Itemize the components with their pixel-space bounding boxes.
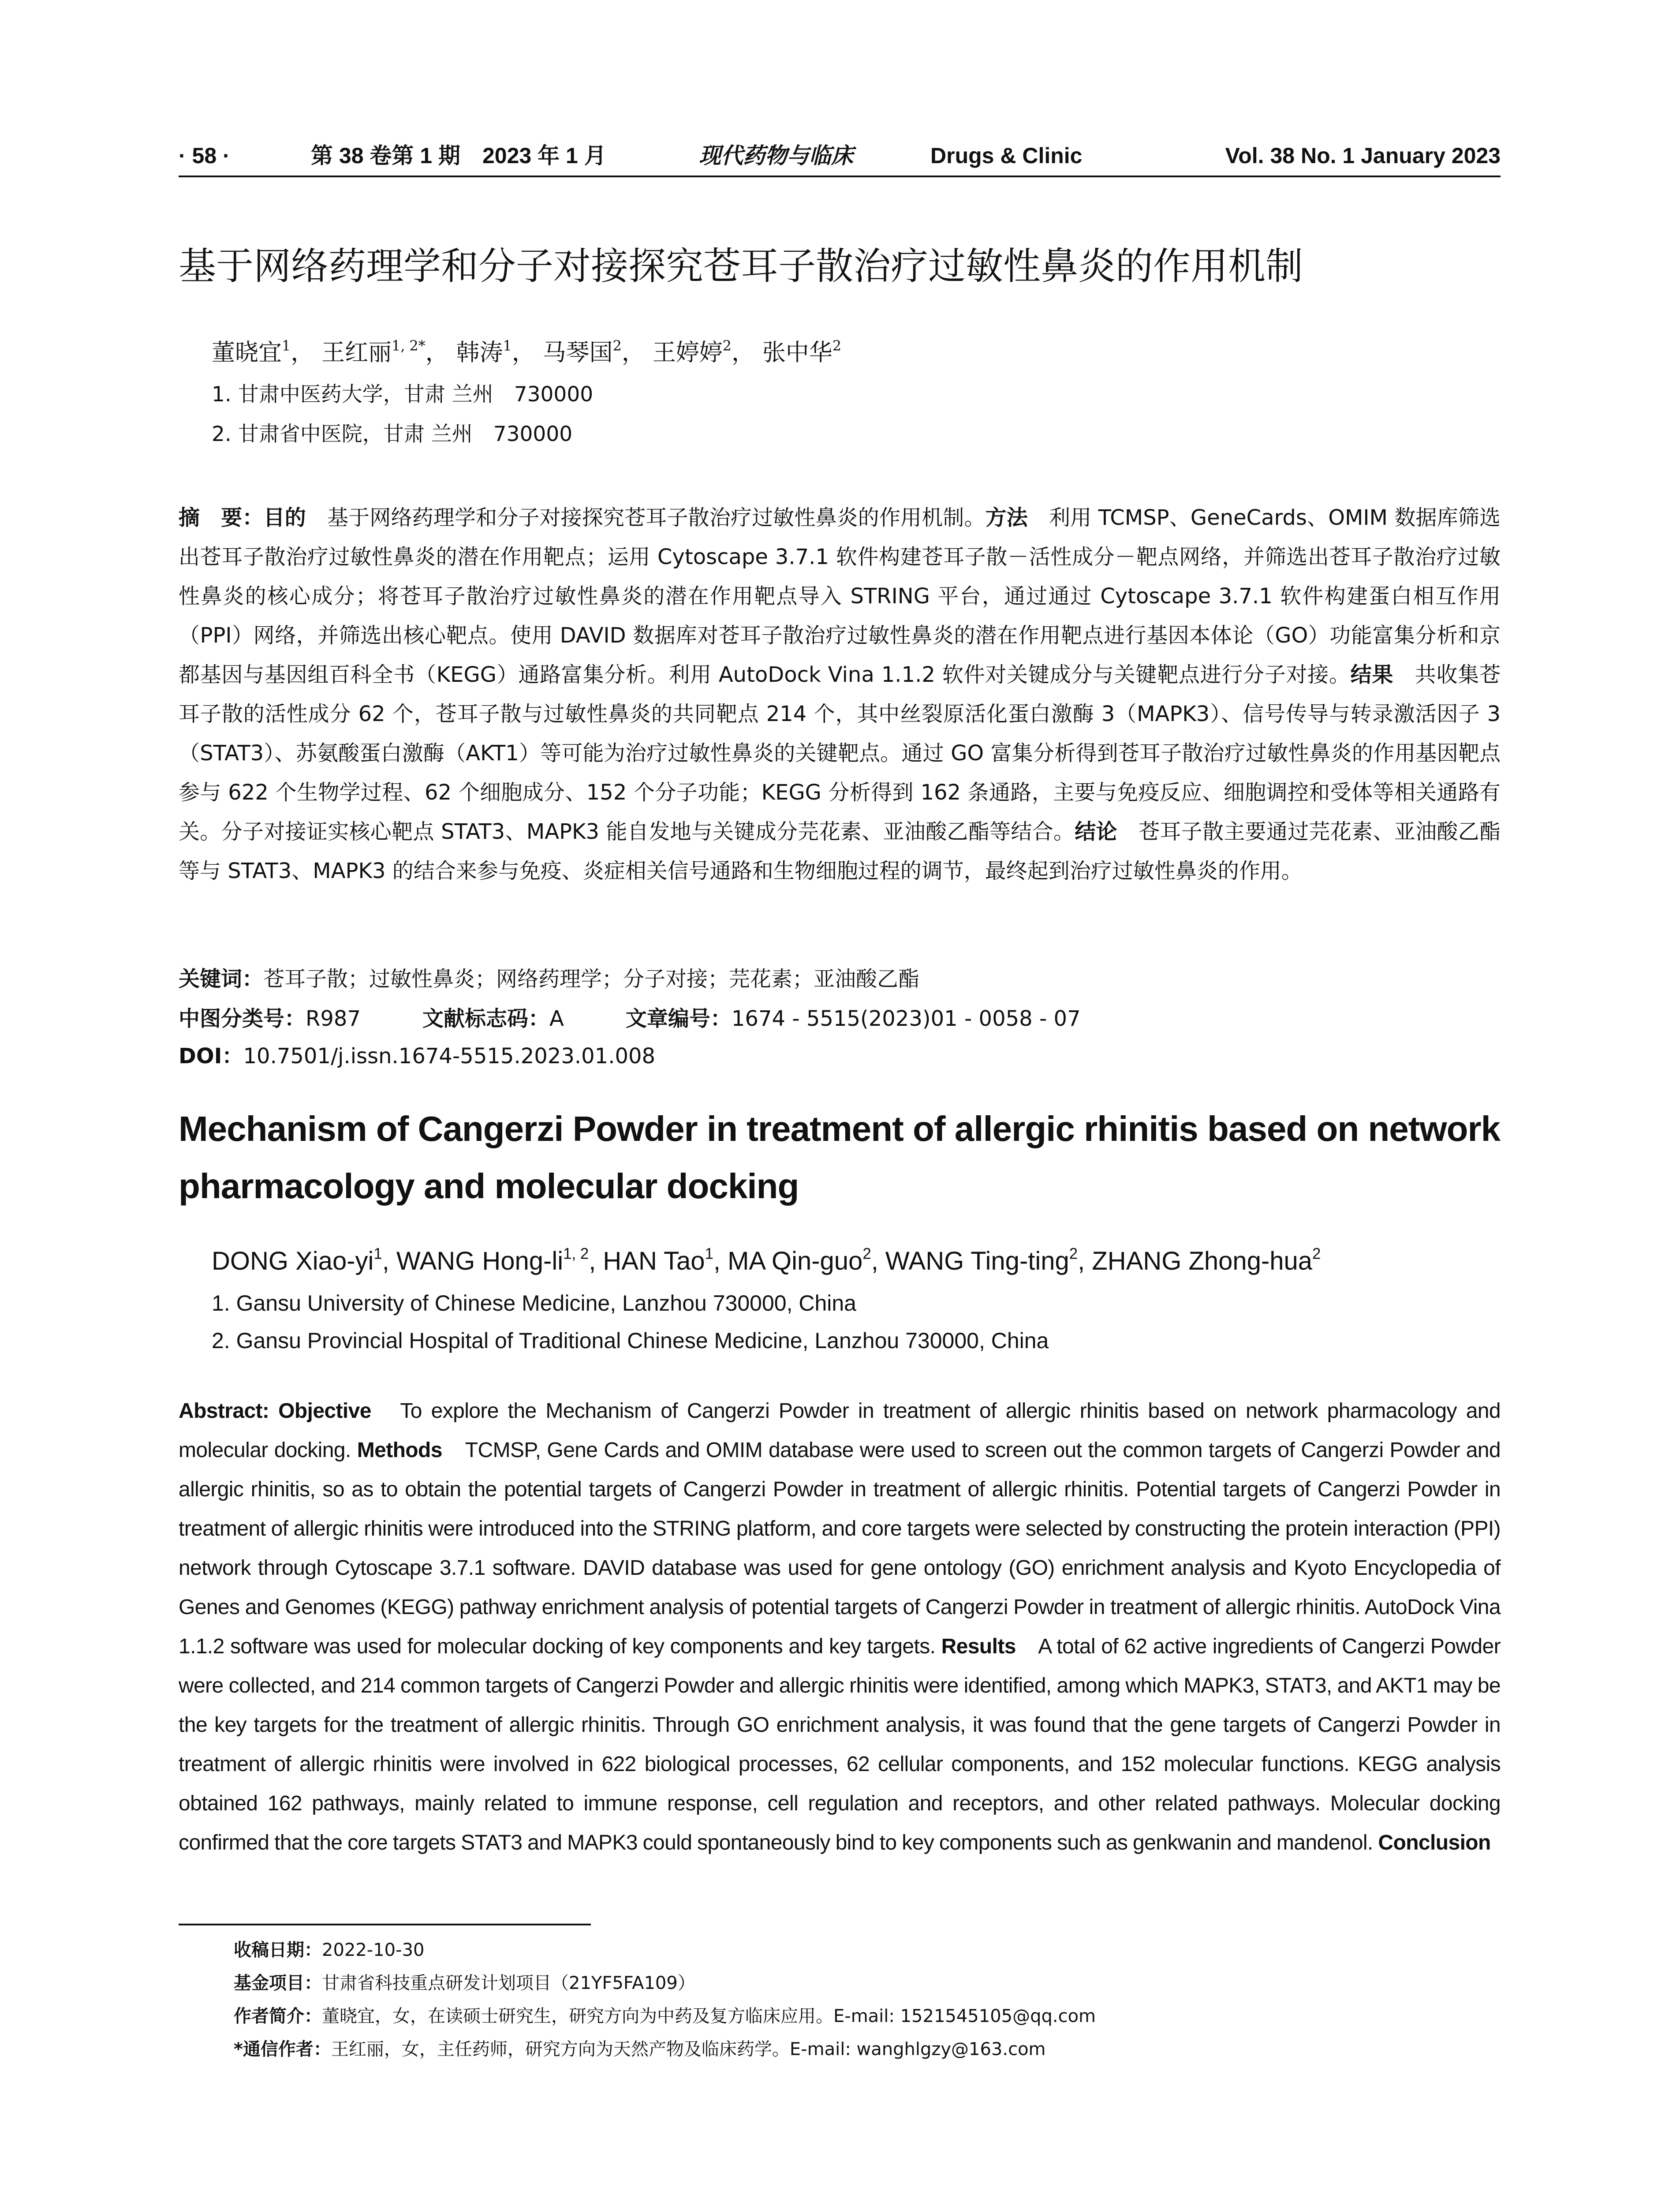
author-affiliation-mark: 2 (1069, 1245, 1078, 1263)
footnote-value: 2022-10-30 (322, 1940, 425, 1960)
classification-line (179, 1001, 1081, 1036)
author-list-cn (212, 335, 841, 370)
author-separator: ， (425, 339, 449, 366)
author-cn (212, 339, 314, 366)
objective-text-cn: 基于网络药理学和分子对接探究苍耳子散治疗过敏性鼻炎的作用机制。 (306, 505, 986, 530)
author-en (728, 1247, 885, 1275)
author-name: 王红丽 (321, 339, 392, 366)
author-separator: ， (511, 339, 535, 366)
author-name: DONG Xiao-yi (212, 1247, 374, 1275)
results-label-en: Results (941, 1635, 1016, 1658)
author-name: 韩涛 (456, 339, 503, 366)
article-number-value: 1674 - 5515(2023)01 - 0058 - 07 (731, 1006, 1081, 1031)
author-name: 王婷婷 (652, 339, 723, 366)
author-list-en (212, 1244, 1321, 1279)
author-name: WANG Ting-ting (885, 1247, 1069, 1275)
affiliation-en: 2. Gansu Provincial Hospital of Traditional Chinese Medicine, Lanzhou 730000, China (212, 1328, 1049, 1353)
doc-code-value: A (549, 1006, 564, 1031)
author-affiliation-mark: 1, 2 (563, 1245, 589, 1263)
author-affiliation-mark: 2 (722, 337, 732, 354)
abstract-cn (179, 498, 1501, 891)
clc-value: R987 (306, 1006, 361, 1031)
author-name: HAN Tao (603, 1247, 705, 1275)
methods-label-en: Methods (357, 1439, 442, 1462)
footnote-label: 作者简介： (234, 2006, 322, 2026)
abstract-en (179, 1391, 1501, 1862)
doc-code-label: 文献标志码： (422, 1006, 549, 1031)
author-name: MA Qin-guo (728, 1247, 863, 1275)
keywords-value: 苍耳子散；过敏性鼻炎；网络药理学；分子对接；芫花素；亚油酸乙酯 (263, 967, 920, 991)
affiliation-en: 1. Gansu University of Chinese Medicine, Lanzhou 730000, China (212, 1291, 856, 1316)
author-separator: , (1078, 1247, 1092, 1275)
affiliation-cn: 2. 甘肃省中医院，甘肃 兰州 730000 (212, 422, 573, 446)
author-affiliation-mark: 2 (1312, 1245, 1321, 1263)
author-en (1092, 1247, 1321, 1275)
results-text-en: A total of 62 active ingredients of Cangerzi Powder were collected, and 214 common targets of Cangerzi Powder and allergic rhinitis were identified, among which MAPK3, STAT3, and AKT1 may be the key targets for the treatment of allergic rhinitis. Through GO enrichment analysis, it was found that the gene targets of Cangerzi Powder in treatment of allergic rhinitis were involved in 622 biological processes, 62 cellular components, and 152 molecular functions. KEGG analysis obtained 162 pathways, mainly related to immune response, cell regulation and receptors, and other related pathways. Molecular docking confirmed that the core targets STAT3 and MAPK3 could spontaneously bind to key components such as genkwanin and mandenol. (179, 1635, 1501, 1854)
author-name: 董晓宜 (212, 339, 282, 366)
affiliation-cn: 1. 甘肃中医药大学，甘肃 兰州 730000 (212, 382, 594, 407)
footnote-label: 收稿日期： (234, 1940, 322, 1960)
author-name: 马琴国 (542, 339, 613, 366)
author-affiliation-mark: 2 (832, 337, 842, 354)
objective-label-en: Objective (278, 1399, 371, 1423)
author-en (603, 1247, 728, 1275)
author-affiliation-mark: 1, 2* (392, 337, 426, 354)
objective-text-en: To explore the Mechanism of Cangerzi Powder in treatment of allergic rhinitis based on network pharmacology and molecular docking. (179, 1399, 1501, 1462)
results-label-cn: 结果 (1350, 662, 1394, 687)
author-separator: ， (731, 339, 755, 366)
footnote-divider (179, 1924, 591, 1925)
methods-text-cn: 利用 TCMSP、GeneCards、OMIM 数据库筛选出苍耳子散治疗过敏性鼻炎的潜在作用靶点；运用 Cytoscape 3.7.1 软件构建苍耳子散－活性成分－靶点网络，并筛选出苍耳子散治疗过敏性鼻炎的核心成分；将苍耳子散治疗过敏性鼻炎的潜在作用靶点导入 STRING 平台，通过通过 Cytoscape 3.7.1 软件构建蛋白相互作用（PPI）网络，并筛选出核心靶点。使用 DAVID 数据库对苍耳子散治疗过敏性鼻炎的潜在作用靶点进行基因本体论（GO）功能富集分析和京都基因与基因组百科全书（KEGG）通路富集分析。利用 AutoDock Vina 1.1.2 软件对关键成分与关键靶点进行分子对接。 (179, 505, 1501, 687)
author-name: ZHANG Zhong-hua (1092, 1247, 1313, 1275)
footnote-value: 董晓宜，女，在读硕士研究生，研究方向为中药及复方临床应用。E-mail: 1521545105@qq.com (322, 2006, 1096, 2026)
doi-link[interactable]: 10.7501/j.issn.1674-5515.2023.01.008 (243, 1044, 656, 1069)
author-cn (456, 339, 535, 366)
keywords-cn (179, 961, 919, 997)
abstract-label-cn: 摘 要： (179, 505, 264, 530)
author-cn (653, 339, 755, 366)
author-separator: , (382, 1247, 396, 1275)
conclusion-text-cn: 苍耳子散主要通过芫花素、亚油酸乙酯等与 STAT3、MAPK3 的结合来参与免疫、炎症相关信号通路和生物细胞过程的调节，最终起到治疗过敏性鼻炎的作用。 (179, 819, 1501, 883)
keywords-label: 关键词： (179, 967, 264, 991)
author-affiliation-mark: 2 (862, 1245, 871, 1263)
author-separator: , (871, 1247, 885, 1275)
article-title-cn: 基于网络药理学和分子对接探究苍耳子散治疗过敏性鼻炎的作用机制 (179, 245, 1303, 288)
running-header (179, 140, 1501, 177)
objective-label-cn: 目的 (263, 505, 306, 530)
doi-label: DOI： (179, 1044, 243, 1069)
methods-label-cn: 方法 (985, 505, 1028, 530)
footnote-author-bio (234, 2003, 1096, 2029)
author-affiliation-mark: 2 (612, 337, 622, 354)
author-affiliation-mark: 1 (373, 1245, 382, 1263)
author-affiliation-mark: 1 (705, 1245, 713, 1263)
author-separator: , (589, 1247, 603, 1275)
author-separator: ， (291, 339, 314, 366)
journal-name-cn: 现代药物与临床 (699, 142, 853, 168)
author-separator: ， (621, 339, 645, 366)
doi-line (179, 1039, 655, 1074)
footnote-received-date (234, 1937, 424, 1963)
author-en (212, 1247, 396, 1275)
conclusion-label-en: Conclusion (1378, 1831, 1491, 1854)
volume-info-en: Vol. 38 No. 1 January 2023 (1225, 143, 1501, 168)
author-cn (543, 339, 645, 366)
footnote-funding (234, 1970, 695, 1996)
footnote-value: 甘肃省科技重点研发计划项目（21YF5FA109） (322, 1973, 695, 1993)
author-affiliation-mark: 1 (282, 337, 291, 354)
author-name: 张中华 (762, 339, 833, 366)
methods-text-en: TCMSP, Gene Cards and OMIM database were used to screen out the common targets of Cangerzi Powder and allergic rhinitis, so as to obtain the potential targets of Cangerzi Powder in treatment of allergic rhinitis. Potential targets of Cangerzi Powder in treatment of allergic rhinitis were introduced into the STRING platform, and core targets were selected by constructing the protein interaction (PPI) network through Cytoscape 3.7.1 software. DAVID database was used for gene ontology (GO) enrichment analysis and Kyoto Encyclopedia of Genes and Genomes (KEGG) pathway enrichment analysis of potential targets of Cangerzi Powder in treatment of allergic rhinitis. AutoDock Vina 1.1.2 software was used for molecular docking of key components and key targets. (179, 1439, 1501, 1658)
abstract-label-en: Abstract: (179, 1399, 269, 1423)
issue-info-cn: 第 38 卷第 1 期 2023 年 1 月 (311, 143, 606, 168)
author-affiliation-mark: 1 (503, 337, 512, 354)
author-name: WANG Hong-li (396, 1247, 564, 1275)
author-en (885, 1247, 1092, 1275)
footnote-corresponding-author (234, 2036, 1046, 2063)
author-separator: , (713, 1247, 728, 1275)
journal-name-en: Drugs & Clinic (930, 143, 1083, 168)
article-number-label: 文章编号： (625, 1006, 732, 1031)
article-title-en: Mechanism of Cangerzi Powder in treatment of allergic rhinitis based on network pharmacology and molecular docking (179, 1109, 1501, 1206)
author-cn (762, 339, 841, 366)
author-en (396, 1247, 603, 1275)
footnote-label: 基金项目： (234, 1973, 322, 1993)
author-cn (321, 339, 449, 366)
footnote-label: *通信作者： (234, 2039, 331, 2059)
clc-label: 中图分类号： (179, 1006, 306, 1031)
footnote-value: 王红丽，女，主任药师，研究方向为天然产物及临床药学。E-mail: wanghlgzy@163.com (331, 2039, 1046, 2059)
conclusion-label-cn: 结论 (1075, 819, 1117, 844)
page-number: · 58 · (179, 143, 230, 168)
results-text-cn: 共收集苍耳子散的活性成分 62 个，苍耳子散与过敏性鼻炎的共同靶点 214 个，其中丝裂原活化蛋白激酶 3（MAPK3）、信号传导与转录激活因子 3（STAT3）、苏氨酸蛋白激酶（AKT1）等可能为治疗过敏性鼻炎的关键靶点。通过 GO 富集分析得到苍耳子散治疗过敏性鼻炎的作用基因靶点参与 622 个生物学过程、62 个细胞成分、152 个分子功能；KEGG 分析得到 162 条通路，主要与免疫反应、细胞调控和受体等相关通路有关。分子对接证实核心靶点 STAT3、MAPK3 能自发地与关键成分芫花素、亚油酸乙酯等结合。 (179, 662, 1501, 844)
